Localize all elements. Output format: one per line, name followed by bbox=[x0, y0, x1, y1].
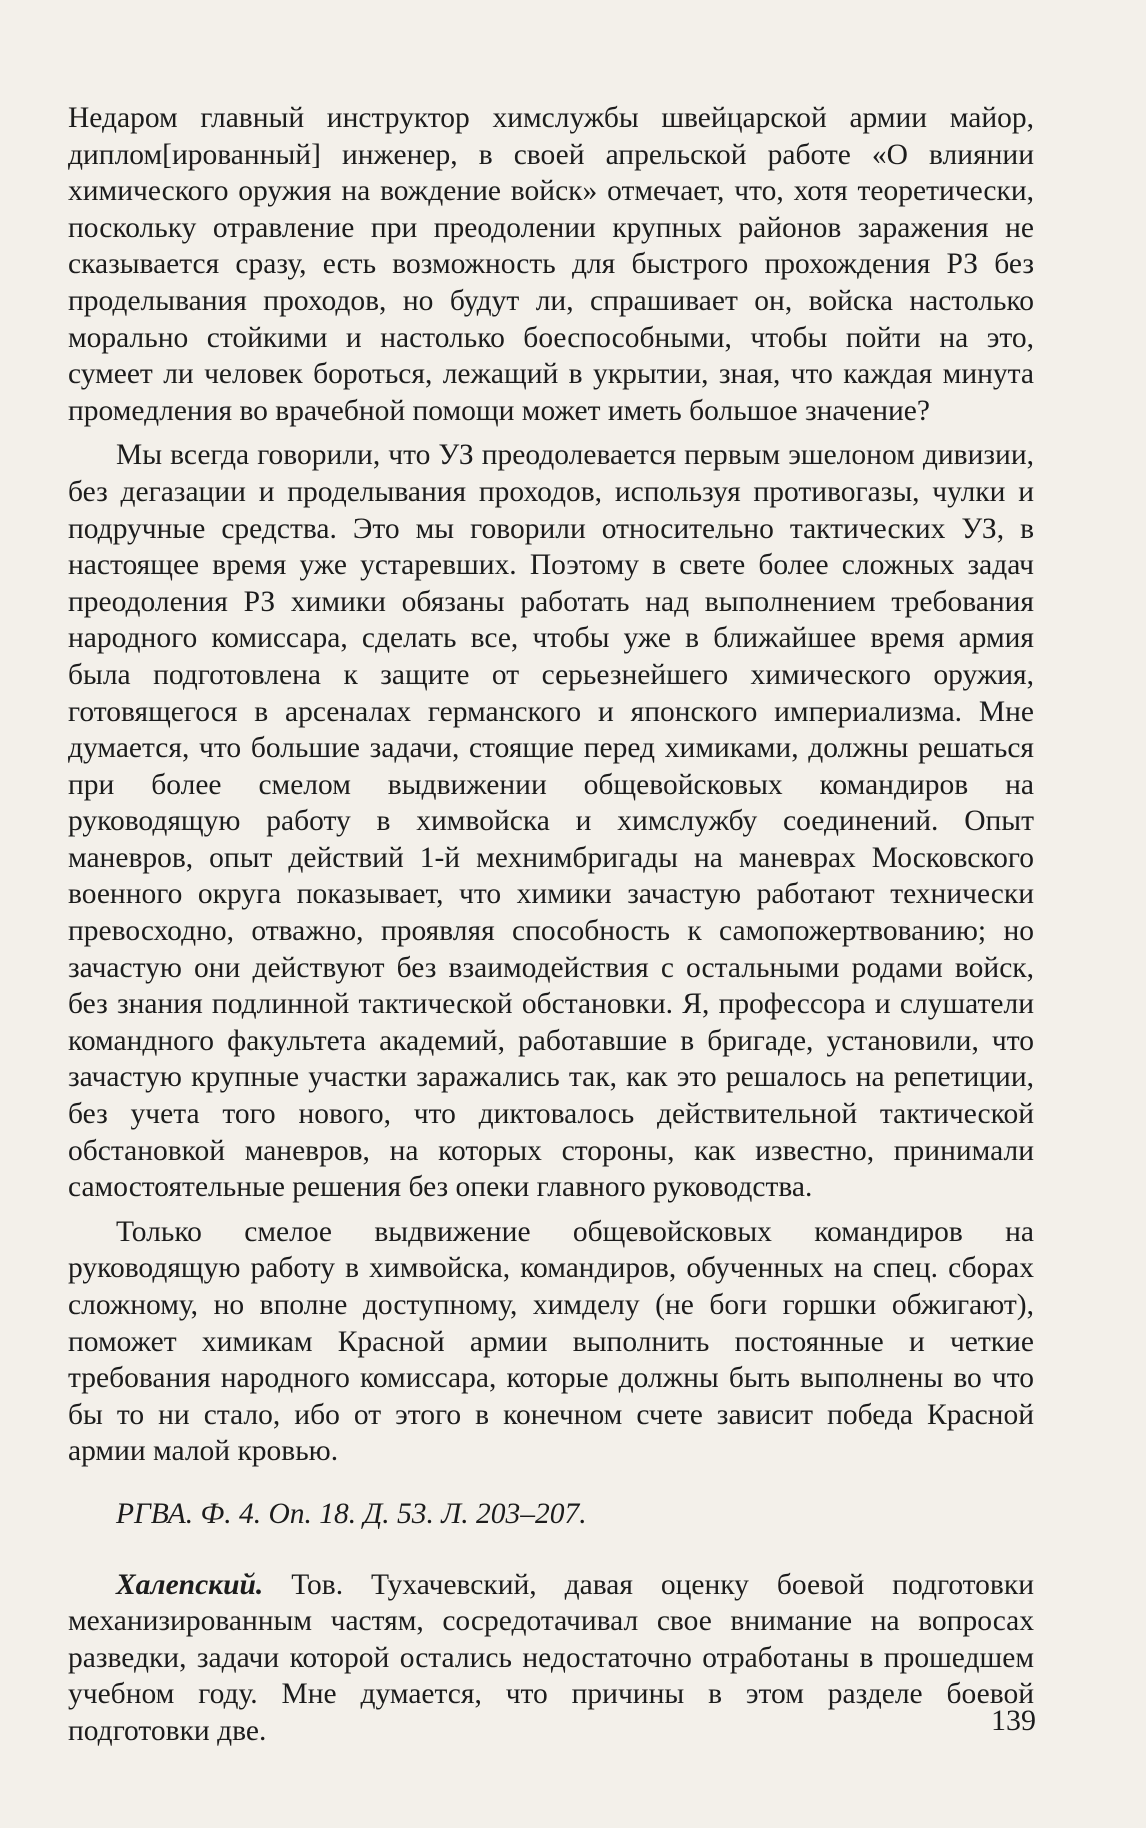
archive-source-citation: РГВА. Ф. 4. Оп. 18. Д. 53. Л. 203–207. bbox=[116, 1497, 587, 1530]
speaker-name: Халепский. bbox=[116, 1568, 264, 1601]
paragraph-3: Только смелое выдвижение общевойсковых командиров на руководящую работу в химвойска, командиров, обученных на спец. сборах сложному, но вполне доступному, химделу (не боги горшки обжигают), поможет химикам Красной армии выполнить постоянные и четкие требования народного комиссара, которые должны быть выполнены во что бы то ни стало, ибо от этого в конечном счете зависит победа Красной армии малой кровью. bbox=[68, 1215, 1034, 1468]
paragraph-4-text: Тов. Тухачевский, давая оценку боевой подготовки механизированным частям, сосредотачивал свое внимание на вопросах разведки, задачи которой остались недостаточно отработаны в прошедшем учебном году. Мне думается, что причины в этом разделе боевой подготовки две. bbox=[68, 1568, 1034, 1747]
page-number: 139 bbox=[991, 1704, 1036, 1737]
paragraph-1: Недаром главный инструктор химслужбы швейцарской армии майор, диплом[ированный] инженер, в своей апрельской работе «О влиянии химического оружия на вождение войск» отмечает, что, хотя теоретически, поскольку отравление при преодолении крупных районов заражения не сказывается сразу, есть возможность для быстрого прохождения РЗ без проделывания проходов, но будут ли, спрашивает он, войска настолько морально стойкими и настолько боеспособными, чтобы пойти на это, сумеет ли человек бороться, лежащий в укрытии, зная, что каждая минута промедления во врачебной помощи может иметь большое значение? bbox=[68, 102, 1034, 427]
page-body bbox=[68, 100, 1034, 1750]
paragraph-2: Мы всегда говорили, что УЗ преодолевается первым эшелоном дивизии, без дегазации и проделывания проходов, используя противогазы, чулки и подручные средства. Это мы говорили относительно тактических УЗ, в настоящее время уже устаревших. Поэтому в свете более сложных задач преодоления РЗ химики обязаны работать над выполнением требования народного комиссара, сделать все, чтобы уже в ближайшее время армия была подготовлена к защите от серьезнейшего химического оружия, готовящегося в арсеналах германского и японского империализма. Мне думается, что большие задачи, стоящие перед химиками, должны решаться при более смелом выдвижении общевойсковых командиров на руководящую работу в химвойска и химслужбу соединений. Опыт маневров, опыт действий 1-й мехнимбригады на маневрах Московского военного округа показывает, что химики зачастую работают технически превосходно, отважно, проявляя способность к самопожертвованию; но зачастую они действуют без взаимодействия с остальными родами войск, без знания подлинной тактической обстановки. Я, профессора и слушатели командного факультета академий, работавшие в бригаде, установили, что зачастую крупные участки заражались так, как это решалось на репетиции, без учета того нового, что диктовалось действительной тактической обстановкой маневров, на которых стороны, как известно, принимали самостоятельные решения без опеки главного руководства. bbox=[68, 439, 1034, 1204]
paragraph-4 bbox=[68, 1567, 1034, 1750]
